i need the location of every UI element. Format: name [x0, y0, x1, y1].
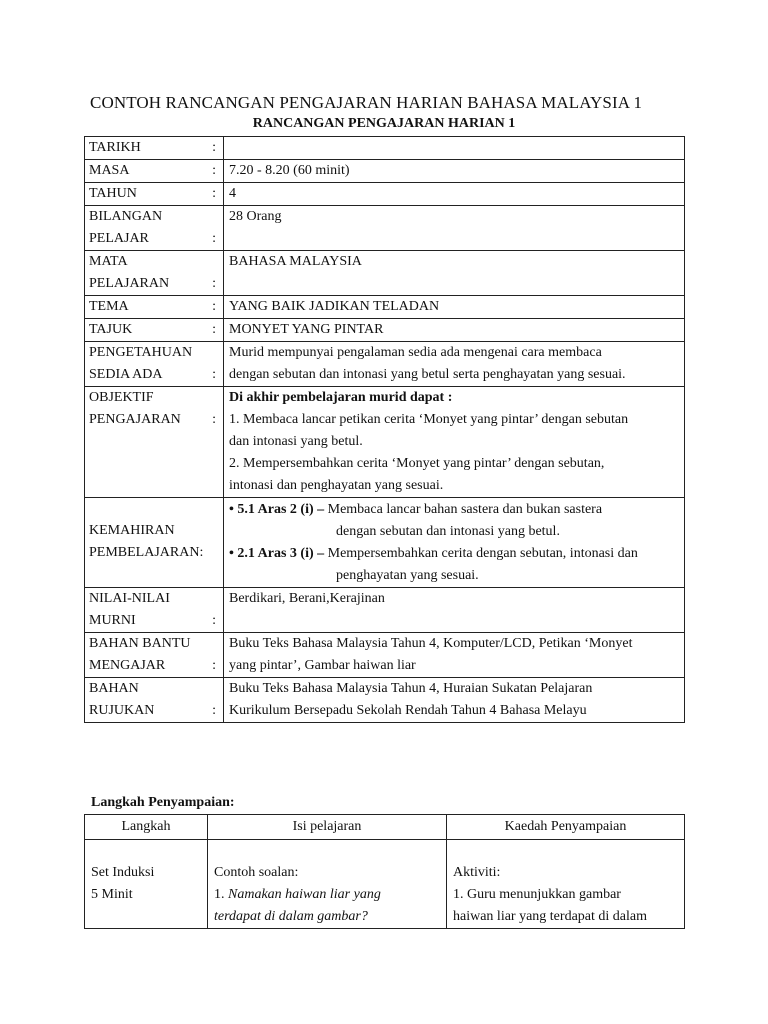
label-masa: MASA :	[85, 160, 224, 183]
steps-table	[84, 814, 685, 929]
row-bahan-bantu-mengajar	[85, 633, 685, 678]
objektif-heading: Di akhir pembelajaran murid dapat :	[229, 390, 453, 405]
label-bahan-bantu-mengajar: BAHAN BANTU MENGAJAR :	[85, 633, 224, 678]
steps-header-row	[85, 815, 685, 840]
row-bilangan-pelajar	[85, 206, 685, 251]
lesson-info-table	[84, 136, 685, 723]
value-nilai-murni: Berdikari, Berani,Kerajinan	[224, 588, 685, 633]
steps-section-title: Langkah Penyampaian:	[91, 795, 235, 810]
row-pengetahuan-sedia-ada	[85, 342, 685, 387]
row-bahan-rujukan	[85, 678, 685, 723]
label-bahan-rujukan: BAHAN RUJUKAN :	[85, 678, 224, 723]
row-masa	[85, 160, 685, 183]
value-tahun: 4	[224, 183, 685, 206]
row-mata-pelajaran	[85, 251, 685, 296]
row-objektif-pengajaran	[85, 387, 685, 498]
row-kemahiran-pembelajaran	[85, 498, 685, 588]
value-mata-pelajaran: BAHASA MALAYSIA	[224, 251, 685, 296]
label-objektif-pengajaran: OBJEKTIF PENGAJARAN :	[85, 387, 224, 498]
steps-row-set-induksi	[85, 840, 685, 929]
document-title: CONTOH RANCANGAN PENGAJARAN HARIAN BAHASA MALAYSIA 1	[90, 93, 643, 112]
label-pengetahuan-sedia-ada: PENGETAHUAN SEDIA ADA :	[85, 342, 224, 387]
value-objektif-pengajaran: Di akhir pembelajaran murid dapat : 1. Membaca lancar petikan cerita ‘Monyet yang pintar’ dengan sebutan dan intonasi yang betul. 2. Mempersembahkan cerita ‘Monyet yang pintar’ dengan sebutan, intonasi dan penghayatan yang sesuai.	[224, 387, 685, 498]
label-tema: TEMA :	[85, 296, 224, 319]
row-tema	[85, 296, 685, 319]
header-kaedah-penyampaian: Kaedah Penyampaian	[447, 815, 685, 840]
cell-isi-pelajaran: Contoh soalan: 1. Namakan haiwan liar yang terdapat di dalam gambar?	[208, 840, 447, 929]
label-tahun: TAHUN :	[85, 183, 224, 206]
label-tarikh: TARIKH :	[85, 137, 224, 160]
label-tajuk: TAJUK :	[85, 319, 224, 342]
row-tarikh	[85, 137, 685, 160]
value-bahan-rujukan: Buku Teks Bahasa Malaysia Tahun 4, Huraian Sukatan Pelajaran Kurikulum Bersepadu Sekolah Rendah Tahun 4 Bahasa Melayu	[224, 678, 685, 723]
value-pengetahuan-sedia-ada: Murid mempunyai pengalaman sedia ada mengenai cara membaca dengan sebutan dan intonasi yang betul serta penghayatan yang sesuai.	[224, 342, 685, 387]
row-tajuk	[85, 319, 685, 342]
label-nilai-murni: NILAI-NILAI MURNI :	[85, 588, 224, 633]
value-tarikh	[224, 137, 685, 160]
label-mata-pelajaran: MATA PELAJARAN :	[85, 251, 224, 296]
value-bilangan-pelajar: 28 Orang	[224, 206, 685, 251]
value-masa: 7.20 - 8.20 (60 minit)	[224, 160, 685, 183]
label-kemahiran-pembelajaran: KEMAHIRAN PEMBELAJARAN:	[85, 498, 224, 588]
header-langkah: Langkah	[85, 815, 208, 840]
value-tajuk: MONYET YANG PINTAR	[224, 319, 685, 342]
lesson-plan-title: RANCANGAN PENGAJARAN HARIAN 1	[252, 116, 516, 131]
header-isi-pelajaran: Isi pelajaran	[208, 815, 447, 840]
value-kemahiran-pembelajaran: • 5.1 Aras 2 (i) – Membaca lancar bahan sastera dan bukan sastera dengan sebutan dan intonasi yang betul. • 2.1 Aras 3 (i) – Mempersembahkan cerita dengan sebutan, intonasi dan penghayatan yang sesuai.	[224, 498, 685, 588]
row-tahun	[85, 183, 685, 206]
value-tema: YANG BAIK JADIKAN TELADAN	[224, 296, 685, 319]
cell-langkah: Set Induksi 5 Minit	[85, 840, 208, 929]
value-bahan-bantu-mengajar: Buku Teks Bahasa Malaysia Tahun 4, Komputer/LCD, Petikan ‘Monyet yang pintar’, Gambar haiwan liar	[224, 633, 685, 678]
cell-kaedah-penyampaian: Aktiviti: 1. Guru menunjukkan gambar haiwan liar yang terdapat di dalam	[447, 840, 685, 929]
label-bilangan-pelajar: BILANGAN PELAJAR :	[85, 206, 224, 251]
row-nilai-murni	[85, 588, 685, 633]
